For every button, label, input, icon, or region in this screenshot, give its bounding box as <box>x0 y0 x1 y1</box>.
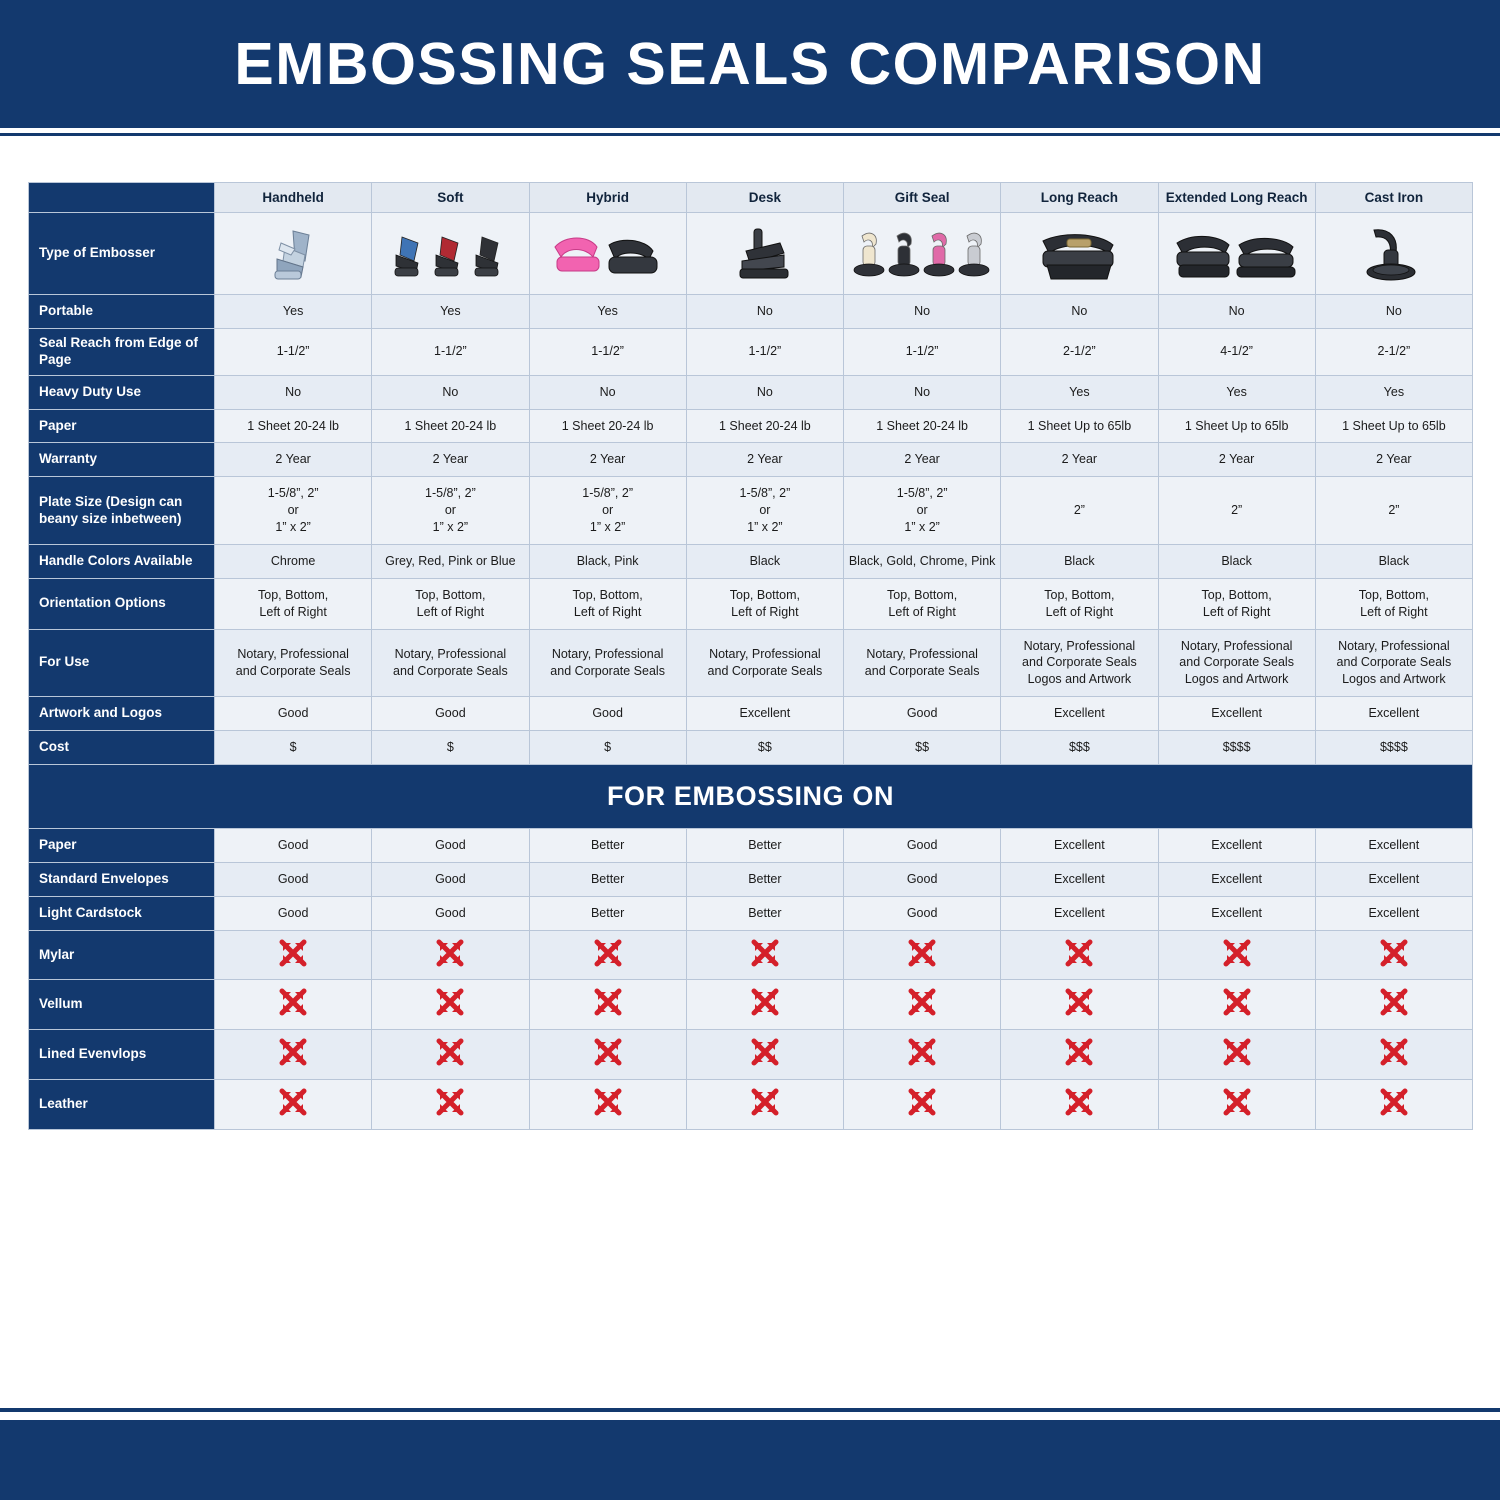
x-mark-icon <box>1001 980 1158 1030</box>
cell-artwork-and-logos-soft: Good <box>372 697 529 731</box>
cell-handle-colors-available-cast-iron: Black <box>1315 544 1472 578</box>
cell-handle-colors-available-long-reach: Black <box>1001 544 1158 578</box>
x-mark-icon <box>215 980 372 1030</box>
cell-paper-hybrid: 1 Sheet 20-24 lb <box>529 409 686 443</box>
table-row-paper <box>29 409 1473 443</box>
column-header-desk: Desk <box>686 183 843 213</box>
x-mark-icon <box>1001 1030 1158 1080</box>
header-divider-secondary <box>0 133 1500 136</box>
cell-portable-cast-iron: No <box>1315 295 1472 329</box>
cell-paper-handheld: Good <box>215 828 372 862</box>
column-header-extended-long-reach: Extended Long Reach <box>1158 183 1315 213</box>
cell-portable-soft: Yes <box>372 295 529 329</box>
table-head <box>29 183 1473 213</box>
row-label-handle-colors-available: Handle Colors Available <box>29 544 215 578</box>
footer-band <box>0 1420 1500 1500</box>
cell-light-cardstock-desk: Better <box>686 896 843 930</box>
cell-artwork-and-logos-extended-long-reach: Excellent <box>1158 697 1315 731</box>
cell-orientation-options-gift-seal: Top, Bottom, Left of Right <box>844 578 1001 629</box>
embosser-image-extended-long-reach <box>1158 213 1315 295</box>
cell-orientation-options-hybrid: Top, Bottom, Left of Right <box>529 578 686 629</box>
cell-cost-desk: $$ <box>686 731 843 765</box>
row-label-vellum: Vellum <box>29 980 215 1030</box>
row-label-for-use: For Use <box>29 629 215 697</box>
x-mark-icon <box>844 980 1001 1030</box>
cell-warranty-long-reach: 2 Year <box>1001 443 1158 477</box>
cell-warranty-desk: 2 Year <box>686 443 843 477</box>
x-mark-icon <box>844 1030 1001 1080</box>
cell-paper-hybrid: Better <box>529 828 686 862</box>
row-label-paper: Paper <box>29 409 215 443</box>
cell-heavy-duty-use-long-reach: Yes <box>1001 375 1158 409</box>
cell-artwork-and-logos-long-reach: Excellent <box>1001 697 1158 731</box>
page-title: EMBOSSING SEALS COMPARISON <box>234 31 1266 97</box>
column-header-hybrid: Hybrid <box>529 183 686 213</box>
cell-artwork-and-logos-cast-iron: Excellent <box>1315 697 1472 731</box>
table-row-leather <box>29 1080 1473 1130</box>
cell-cost-long-reach: $$$ <box>1001 731 1158 765</box>
cell-portable-extended-long-reach: No <box>1158 295 1315 329</box>
cell-warranty-hybrid: 2 Year <box>529 443 686 477</box>
section-band-row <box>29 764 1473 828</box>
cell-paper-soft: 1 Sheet 20-24 lb <box>372 409 529 443</box>
table-row-light-cardstock <box>29 896 1473 930</box>
table-row-type-of-embosser <box>29 213 1473 295</box>
cell-light-cardstock-handheld: Good <box>215 896 372 930</box>
table-row-for-use <box>29 629 1473 697</box>
cell-cost-handheld: $ <box>215 731 372 765</box>
row-label-lined-evenvlops: Lined Evenvlops <box>29 1030 215 1080</box>
row-label-mylar: Mylar <box>29 930 215 980</box>
x-mark-icon <box>372 930 529 980</box>
x-mark-icon <box>844 930 1001 980</box>
cell-seal-reach-from-edge-of-page-desk: 1-1/2” <box>686 328 843 375</box>
cell-for-use-desk: Notary, Professional and Corporate Seals <box>686 629 843 697</box>
cell-orientation-options-extended-long-reach: Top, Bottom, Left of Right <box>1158 578 1315 629</box>
cell-standard-envelopes-long-reach: Excellent <box>1001 862 1158 896</box>
embosser-image-cast-iron <box>1315 213 1472 295</box>
cell-portable-desk: No <box>686 295 843 329</box>
column-header-gift-seal: Gift Seal <box>844 183 1001 213</box>
table-corner-cell <box>29 183 215 213</box>
x-mark-icon <box>1315 930 1472 980</box>
cell-handle-colors-available-soft: Grey, Red, Pink or Blue <box>372 544 529 578</box>
cell-standard-envelopes-handheld: Good <box>215 862 372 896</box>
cell-orientation-options-desk: Top, Bottom, Left of Right <box>686 578 843 629</box>
x-mark-icon <box>529 1030 686 1080</box>
x-mark-icon <box>1315 1030 1472 1080</box>
cell-plate-size-design-can-beany-size-inbetween-long-reach: 2” <box>1001 477 1158 545</box>
x-mark-icon <box>215 1080 372 1130</box>
cell-light-cardstock-long-reach: Excellent <box>1001 896 1158 930</box>
table-row-seal-reach-from-edge-of-page <box>29 328 1473 375</box>
cell-artwork-and-logos-hybrid: Good <box>529 697 686 731</box>
row-label-orientation-options: Orientation Options <box>29 578 215 629</box>
footer-divider <box>0 1408 1500 1412</box>
table-row-warranty <box>29 443 1473 477</box>
row-label-warranty: Warranty <box>29 443 215 477</box>
x-mark-icon <box>215 1030 372 1080</box>
table-row-cost <box>29 731 1473 765</box>
x-mark-icon <box>215 930 372 980</box>
embosser-image-hybrid <box>529 213 686 295</box>
cell-for-use-cast-iron: Notary, Professional and Corporate Seals Logos and Artwork <box>1315 629 1472 697</box>
cell-cost-soft: $ <box>372 731 529 765</box>
cell-plate-size-design-can-beany-size-inbetween-soft: 1-5/8”, 2” or 1” x 2” <box>372 477 529 545</box>
x-mark-icon <box>686 1030 843 1080</box>
cell-artwork-and-logos-desk: Excellent <box>686 697 843 731</box>
cell-heavy-duty-use-cast-iron: Yes <box>1315 375 1472 409</box>
column-header-cast-iron: Cast Iron <box>1315 183 1472 213</box>
cell-plate-size-design-can-beany-size-inbetween-handheld: 1-5/8”, 2” or 1” x 2” <box>215 477 372 545</box>
section-band-for-embossing-on: FOR EMBOSSING ON <box>29 764 1473 828</box>
cell-cost-hybrid: $ <box>529 731 686 765</box>
cell-seal-reach-from-edge-of-page-handheld: 1-1/2” <box>215 328 372 375</box>
table-row-mylar <box>29 930 1473 980</box>
cell-heavy-duty-use-hybrid: No <box>529 375 686 409</box>
cell-cost-extended-long-reach: $$$$ <box>1158 731 1315 765</box>
x-mark-icon <box>686 1080 843 1130</box>
cell-orientation-options-cast-iron: Top, Bottom, Left of Right <box>1315 578 1472 629</box>
cell-seal-reach-from-edge-of-page-hybrid: 1-1/2” <box>529 328 686 375</box>
cell-heavy-duty-use-handheld: No <box>215 375 372 409</box>
table-row-paper <box>29 828 1473 862</box>
cell-light-cardstock-cast-iron: Excellent <box>1315 896 1472 930</box>
x-mark-icon <box>1315 1080 1472 1130</box>
cell-for-use-gift-seal: Notary, Professional and Corporate Seals <box>844 629 1001 697</box>
cell-paper-extended-long-reach: 1 Sheet Up to 65lb <box>1158 409 1315 443</box>
cell-handle-colors-available-extended-long-reach: Black <box>1158 544 1315 578</box>
cell-light-cardstock-hybrid: Better <box>529 896 686 930</box>
cell-for-use-soft: Notary, Professional and Corporate Seals <box>372 629 529 697</box>
cell-heavy-duty-use-gift-seal: No <box>844 375 1001 409</box>
table-row-heavy-duty-use <box>29 375 1473 409</box>
cell-light-cardstock-extended-long-reach: Excellent <box>1158 896 1315 930</box>
x-mark-icon <box>372 1030 529 1080</box>
x-mark-icon <box>372 1080 529 1130</box>
row-label-light-cardstock: Light Cardstock <box>29 896 215 930</box>
cell-for-use-long-reach: Notary, Professional and Corporate Seals Logos and Artwork <box>1001 629 1158 697</box>
column-header-soft: Soft <box>372 183 529 213</box>
cell-handle-colors-available-desk: Black <box>686 544 843 578</box>
cell-standard-envelopes-hybrid: Better <box>529 862 686 896</box>
x-mark-icon <box>372 980 529 1030</box>
cell-artwork-and-logos-handheld: Good <box>215 697 372 731</box>
cell-for-use-hybrid: Notary, Professional and Corporate Seals <box>529 629 686 697</box>
cell-paper-soft: Good <box>372 828 529 862</box>
cell-warranty-cast-iron: 2 Year <box>1315 443 1472 477</box>
x-mark-icon <box>686 980 843 1030</box>
table-row-vellum <box>29 980 1473 1030</box>
cell-warranty-soft: 2 Year <box>372 443 529 477</box>
cell-standard-envelopes-extended-long-reach: Excellent <box>1158 862 1315 896</box>
cell-paper-long-reach: 1 Sheet Up to 65lb <box>1001 409 1158 443</box>
cell-plate-size-design-can-beany-size-inbetween-extended-long-reach: 2” <box>1158 477 1315 545</box>
x-mark-icon <box>1158 1030 1315 1080</box>
cell-plate-size-design-can-beany-size-inbetween-desk: 1-5/8”, 2” or 1” x 2” <box>686 477 843 545</box>
x-mark-icon <box>844 1080 1001 1130</box>
cell-light-cardstock-gift-seal: Good <box>844 896 1001 930</box>
cell-portable-hybrid: Yes <box>529 295 686 329</box>
x-mark-icon <box>686 930 843 980</box>
comparison-table <box>28 182 1473 1130</box>
column-header-handheld: Handheld <box>215 183 372 213</box>
cell-plate-size-design-can-beany-size-inbetween-hybrid: 1-5/8”, 2” or 1” x 2” <box>529 477 686 545</box>
cell-for-use-extended-long-reach: Notary, Professional and Corporate Seals Logos and Artwork <box>1158 629 1315 697</box>
cell-plate-size-design-can-beany-size-inbetween-cast-iron: 2” <box>1315 477 1472 545</box>
cell-handle-colors-available-hybrid: Black, Pink <box>529 544 686 578</box>
cell-standard-envelopes-soft: Good <box>372 862 529 896</box>
cell-seal-reach-from-edge-of-page-long-reach: 2-1/2” <box>1001 328 1158 375</box>
cell-light-cardstock-soft: Good <box>372 896 529 930</box>
cell-orientation-options-handheld: Top, Bottom, Left of Right <box>215 578 372 629</box>
cell-seal-reach-from-edge-of-page-cast-iron: 2-1/2” <box>1315 328 1472 375</box>
cell-heavy-duty-use-soft: No <box>372 375 529 409</box>
row-label-seal-reach-from-edge-of-page: Seal Reach from Edge of Page <box>29 328 215 375</box>
cell-artwork-and-logos-gift-seal: Good <box>844 697 1001 731</box>
table-row-orientation-options <box>29 578 1473 629</box>
row-label-plate-size-design-can-beany-size-inbetween: Plate Size (Design can beany size inbetween) <box>29 477 215 545</box>
row-label-paper: Paper <box>29 828 215 862</box>
table-row-artwork-and-logos <box>29 697 1473 731</box>
cell-paper-desk: 1 Sheet 20-24 lb <box>686 409 843 443</box>
row-label-standard-envelopes: Standard Envelopes <box>29 862 215 896</box>
cell-plate-size-design-can-beany-size-inbetween-gift-seal: 1-5/8”, 2” or 1” x 2” <box>844 477 1001 545</box>
x-mark-icon <box>1158 1080 1315 1130</box>
table-header-row <box>29 183 1473 213</box>
embosser-image-desk <box>686 213 843 295</box>
cell-seal-reach-from-edge-of-page-soft: 1-1/2” <box>372 328 529 375</box>
table-body <box>29 213 1473 1130</box>
cell-paper-handheld: 1 Sheet 20-24 lb <box>215 409 372 443</box>
cell-for-use-handheld: Notary, Professional and Corporate Seals <box>215 629 372 697</box>
embosser-image-long-reach <box>1001 213 1158 295</box>
cell-paper-desk: Better <box>686 828 843 862</box>
x-mark-icon <box>529 1080 686 1130</box>
cell-paper-long-reach: Excellent <box>1001 828 1158 862</box>
cell-paper-gift-seal: 1 Sheet 20-24 lb <box>844 409 1001 443</box>
cell-orientation-options-long-reach: Top, Bottom, Left of Right <box>1001 578 1158 629</box>
column-header-long-reach: Long Reach <box>1001 183 1158 213</box>
cell-warranty-gift-seal: 2 Year <box>844 443 1001 477</box>
cell-standard-envelopes-gift-seal: Good <box>844 862 1001 896</box>
table-row-lined-evenvlops <box>29 1030 1473 1080</box>
x-mark-icon <box>529 980 686 1030</box>
cell-portable-long-reach: No <box>1001 295 1158 329</box>
cell-orientation-options-soft: Top, Bottom, Left of Right <box>372 578 529 629</box>
cell-standard-envelopes-desk: Better <box>686 862 843 896</box>
cell-cost-cast-iron: $$$$ <box>1315 731 1472 765</box>
cell-warranty-handheld: 2 Year <box>215 443 372 477</box>
x-mark-icon <box>529 930 686 980</box>
x-mark-icon <box>1158 930 1315 980</box>
x-mark-icon <box>1001 1080 1158 1130</box>
cell-portable-gift-seal: No <box>844 295 1001 329</box>
cell-paper-extended-long-reach: Excellent <box>1158 828 1315 862</box>
cell-seal-reach-from-edge-of-page-extended-long-reach: 4-1/2” <box>1158 328 1315 375</box>
table-row-portable <box>29 295 1473 329</box>
row-label-cost: Cost <box>29 731 215 765</box>
x-mark-icon <box>1315 980 1472 1030</box>
table-row-handle-colors-available <box>29 544 1473 578</box>
cell-paper-cast-iron: 1 Sheet Up to 65lb <box>1315 409 1472 443</box>
cell-heavy-duty-use-desk: No <box>686 375 843 409</box>
cell-standard-envelopes-cast-iron: Excellent <box>1315 862 1472 896</box>
cell-handle-colors-available-gift-seal: Black, Gold, Chrome, Pink <box>844 544 1001 578</box>
row-label-type-of-embosser: Type of Embosser <box>29 213 215 295</box>
embosser-image-handheld <box>215 213 372 295</box>
row-label-leather: Leather <box>29 1080 215 1130</box>
cell-cost-gift-seal: $$ <box>844 731 1001 765</box>
cell-handle-colors-available-handheld: Chrome <box>215 544 372 578</box>
cell-warranty-extended-long-reach: 2 Year <box>1158 443 1315 477</box>
row-label-portable: Portable <box>29 295 215 329</box>
cell-portable-handheld: Yes <box>215 295 372 329</box>
row-label-heavy-duty-use: Heavy Duty Use <box>29 375 215 409</box>
embosser-image-soft <box>372 213 529 295</box>
x-mark-icon <box>1001 930 1158 980</box>
x-mark-icon <box>1158 980 1315 1030</box>
cell-paper-cast-iron: Excellent <box>1315 828 1472 862</box>
cell-seal-reach-from-edge-of-page-gift-seal: 1-1/2” <box>844 328 1001 375</box>
table-row-plate-size-design-can-beany-size-inbetween <box>29 477 1473 545</box>
row-label-artwork-and-logos: Artwork and Logos <box>29 697 215 731</box>
cell-paper-gift-seal: Good <box>844 828 1001 862</box>
embosser-image-gift-seal <box>844 213 1001 295</box>
comparison-table-wrapper <box>28 182 1472 1130</box>
cell-heavy-duty-use-extended-long-reach: Yes <box>1158 375 1315 409</box>
table-row-standard-envelopes <box>29 862 1473 896</box>
